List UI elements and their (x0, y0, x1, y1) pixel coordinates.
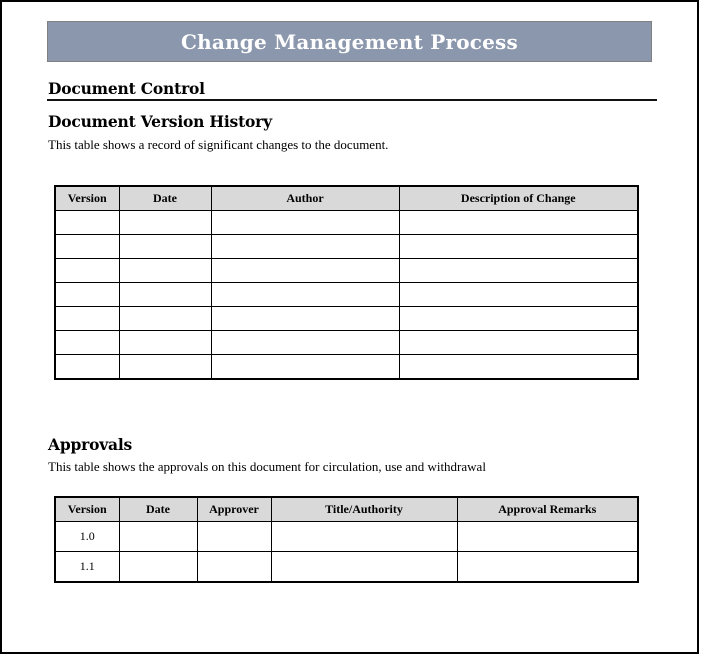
table-cell (271, 522, 457, 552)
table-cell (119, 259, 211, 283)
table-cell (211, 283, 399, 307)
column-header-date: Date (119, 497, 197, 522)
column-header-date: Date (119, 186, 211, 211)
table-row (55, 307, 638, 331)
column-header-title-authority: Title/Authority (271, 497, 457, 522)
table-cell (55, 307, 119, 331)
version-history-header-row (55, 186, 638, 211)
table-cell (399, 259, 638, 283)
table-row (55, 522, 638, 552)
table-cell (399, 355, 638, 380)
table-cell (55, 259, 119, 283)
column-header-version: Version (55, 186, 119, 211)
version-history-description: This table shows a record of significant changes to the document. (48, 137, 389, 152)
version-history-heading: Document Version History (48, 112, 272, 131)
table-cell (119, 283, 211, 307)
column-header-version: Version (55, 497, 119, 522)
table-row (55, 331, 638, 355)
approvals-heading: Approvals (48, 435, 133, 454)
table-row (55, 355, 638, 380)
table-row (55, 283, 638, 307)
table-cell (457, 552, 638, 583)
table-cell (197, 552, 271, 583)
table-cell (55, 235, 119, 259)
approvals-table (54, 496, 639, 583)
table-cell (399, 211, 638, 235)
table-cell (211, 235, 399, 259)
table-cell (119, 331, 211, 355)
table-cell (197, 522, 271, 552)
column-header-author: Author (211, 186, 399, 211)
table-cell (211, 355, 399, 380)
table-cell (271, 552, 457, 583)
table-cell (55, 331, 119, 355)
title-banner (47, 21, 652, 62)
table-cell (119, 235, 211, 259)
table-cell (211, 307, 399, 331)
column-header-approver: Approver (197, 497, 271, 522)
column-header-description: Description of Change (399, 186, 638, 211)
table-cell (119, 307, 211, 331)
table-cell (211, 259, 399, 283)
table-cell (119, 211, 211, 235)
table-cell (399, 307, 638, 331)
table-cell (119, 552, 197, 583)
table-row (55, 552, 638, 583)
version-cell: 1.1 (55, 552, 119, 583)
document-control-heading: Document Control (48, 79, 205, 98)
document-title: Change Management Process (181, 29, 518, 54)
table-row (55, 259, 638, 283)
table-cell (211, 211, 399, 235)
table-cell (55, 283, 119, 307)
version-cell: 1.0 (55, 522, 119, 552)
table-cell (399, 283, 638, 307)
table-cell (457, 522, 638, 552)
column-header-approval-remarks: Approval Remarks (457, 497, 638, 522)
table-row (55, 235, 638, 259)
document-control-divider (47, 99, 657, 101)
table-row (55, 211, 638, 235)
table-cell (119, 355, 211, 380)
approvals-description: This table shows the approvals on this document for circulation, use and withdrawal (48, 459, 486, 474)
table-cell (119, 522, 197, 552)
table-cell (211, 331, 399, 355)
version-history-table (54, 185, 639, 380)
approvals-header-row (55, 497, 638, 522)
table-cell (55, 355, 119, 380)
table-cell (399, 235, 638, 259)
table-cell (399, 331, 638, 355)
table-cell (55, 211, 119, 235)
